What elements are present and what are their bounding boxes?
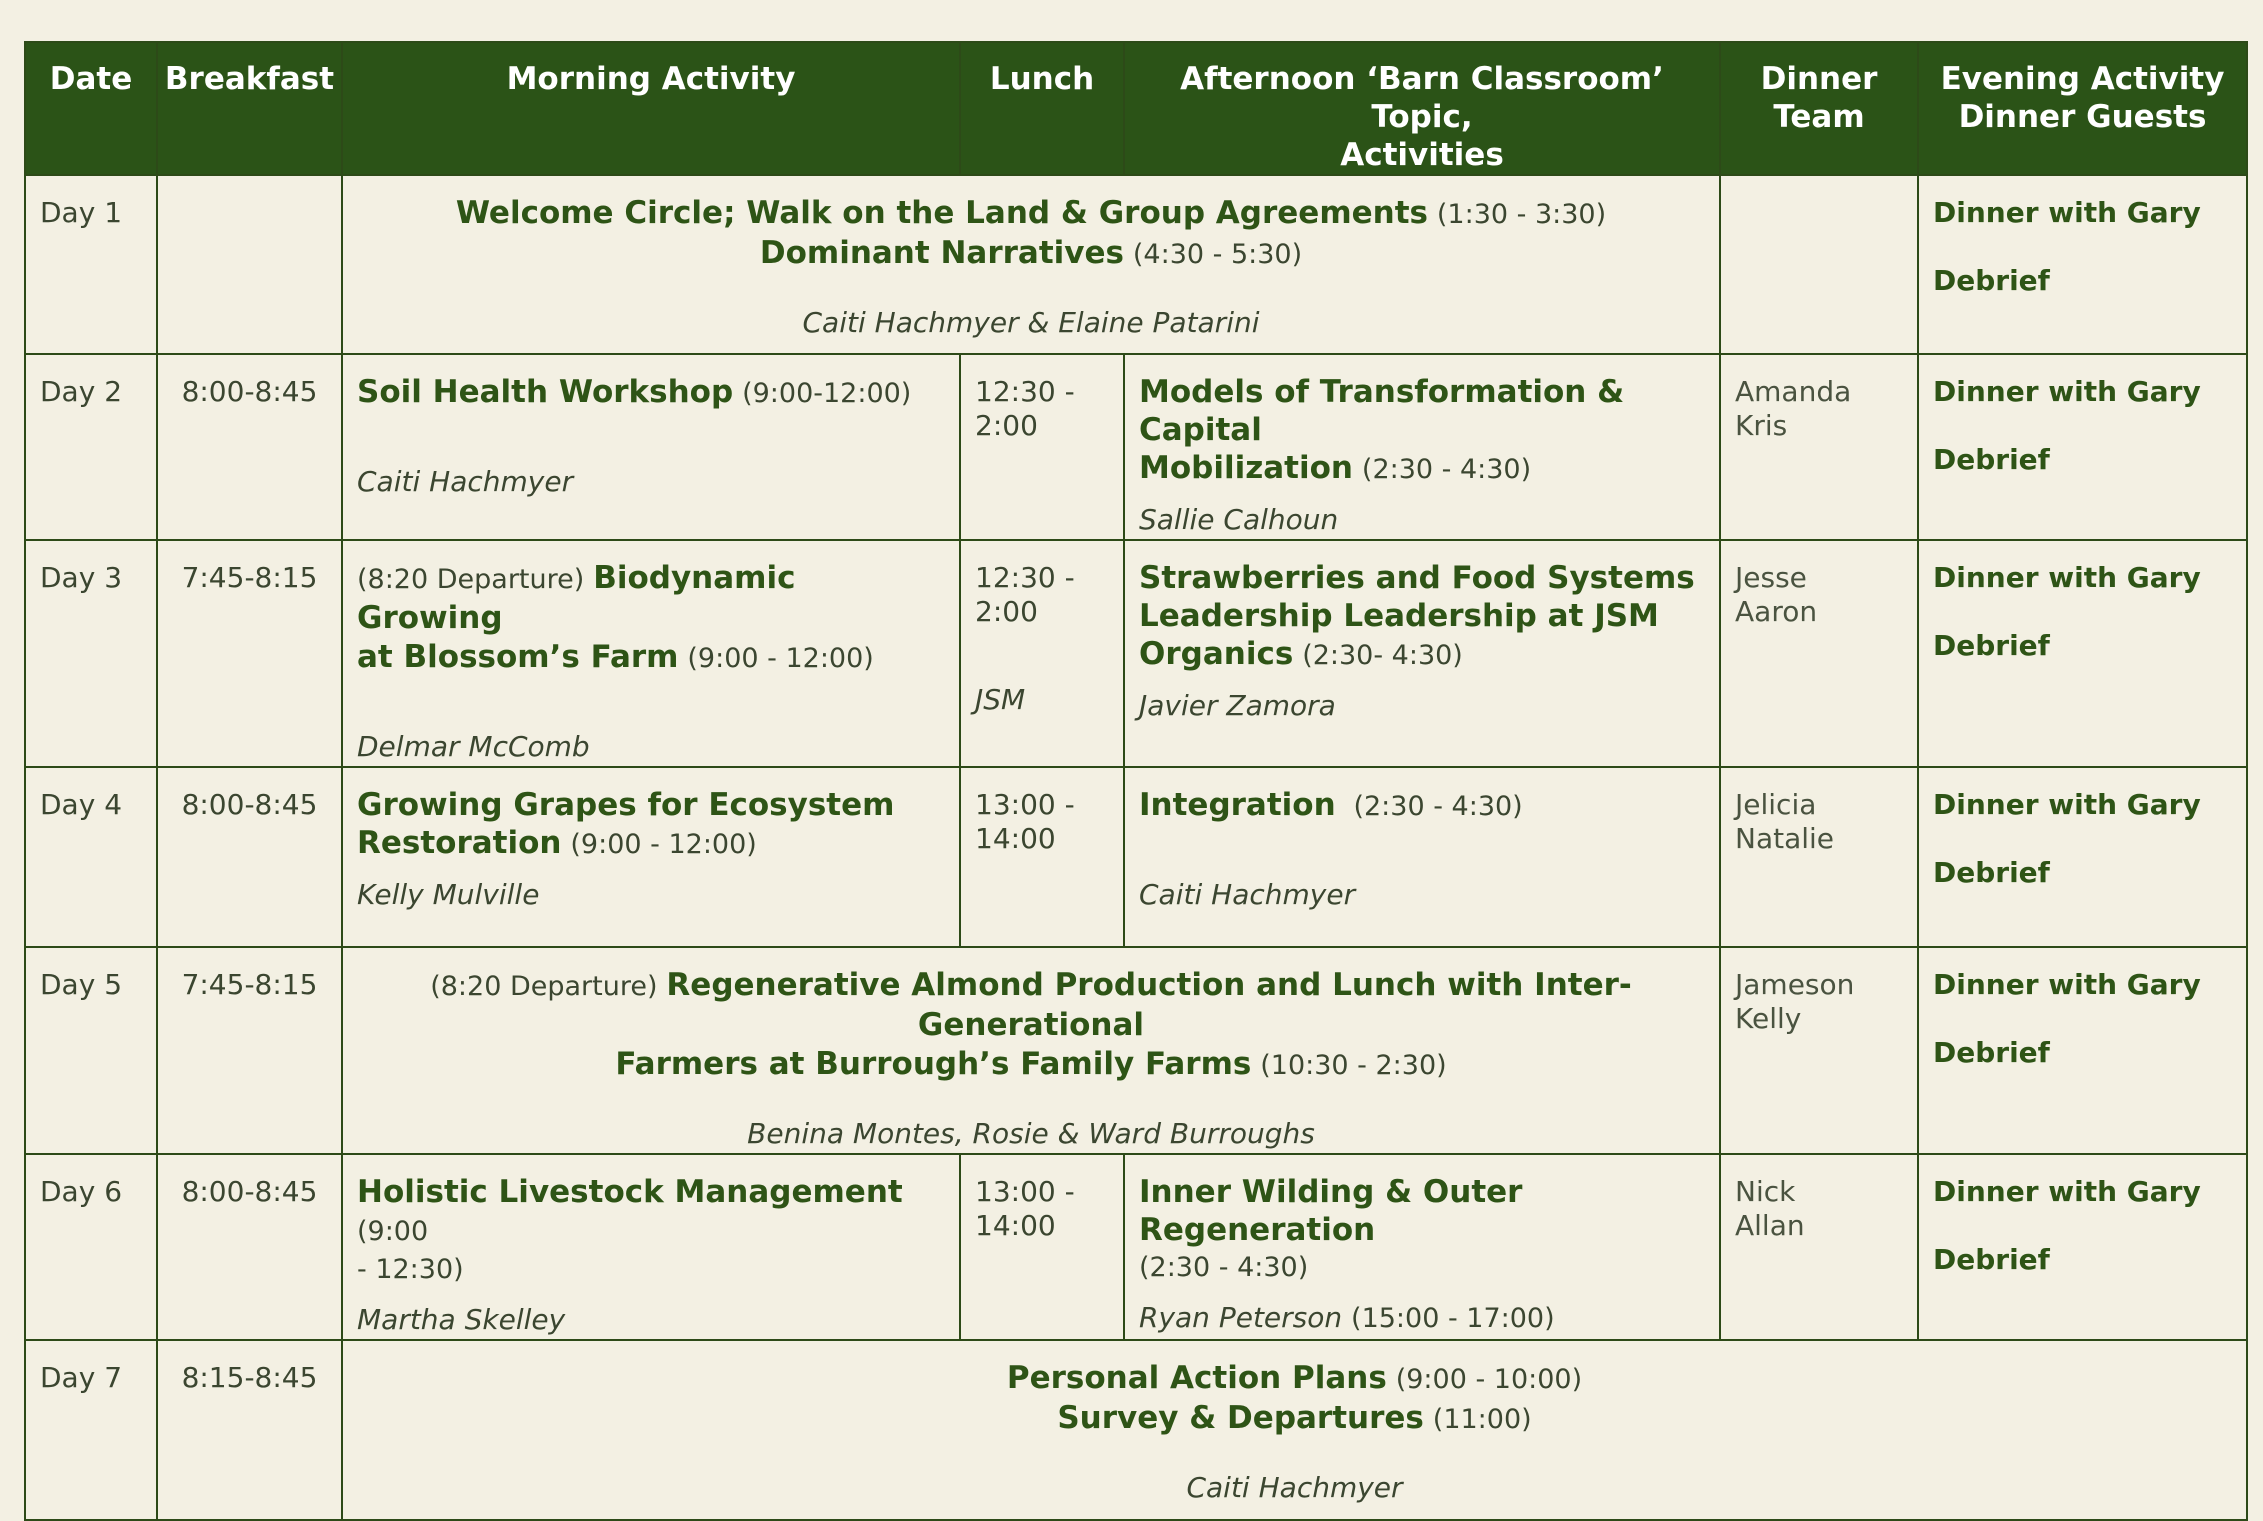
- facilitator: Martha Skelley: [357, 1303, 566, 1336]
- activity-time: (2:30 - 4:30): [1361, 454, 1532, 485]
- lunch-time: 12:30 -: [975, 375, 1075, 408]
- activity-title: Survey & Departures: [1057, 1400, 1424, 1436]
- day-row-3: [25, 540, 2247, 767]
- header-row: [25, 42, 2247, 175]
- lunch-location: JSM: [975, 683, 1026, 716]
- dinner-team-cell: [1720, 540, 1918, 767]
- activity-time: (11:00): [1432, 1404, 1532, 1435]
- activity-title: Welcome Circle; Walk on the Land & Group Agreements: [455, 195, 1428, 231]
- lunch-time: 14:00: [975, 1209, 1056, 1242]
- dinner-team-cell: [1720, 1154, 1918, 1340]
- lunch-cell: [960, 354, 1124, 540]
- team-member: Nick: [1735, 1175, 1796, 1208]
- day-row-4: [25, 767, 2247, 947]
- facilitator: Kelly Mulville: [357, 878, 540, 911]
- breakfast-time: 8:00-8:45: [181, 375, 318, 408]
- activity-time: (9:00 - 12:00): [687, 643, 874, 674]
- activity-title: Biodynamic Growing: [357, 560, 796, 636]
- activity-title: Integration: [1139, 787, 1336, 823]
- team-member: Allan: [1735, 1209, 1805, 1242]
- activity-title: Holistic Livestock Management: [357, 1174, 903, 1210]
- activity-title: Organics: [1139, 636, 1294, 672]
- date-cell: [25, 1340, 157, 1520]
- activity-title: Mobilization: [1139, 450, 1353, 486]
- breakfast-cell: [157, 1154, 342, 1340]
- facilitator: Caiti Hachmyer & Elaine Patarini: [802, 306, 1260, 339]
- activity-title: Restoration: [357, 825, 562, 861]
- evening-dinner: Dinner with Gary: [1933, 788, 2201, 821]
- lunch-time: 14:00: [975, 822, 1056, 855]
- facilitator: Caiti Hachmyer: [1186, 1471, 1403, 1504]
- activity-title: Farmers at Burrough’s Family Farms: [615, 1046, 1252, 1082]
- lunch-time: 13:00 -: [975, 788, 1075, 821]
- day-row-6: [25, 1154, 2247, 1340]
- breakfast-cell: [157, 947, 342, 1154]
- evening-debrief: Debrief: [1933, 1243, 2050, 1276]
- date-label: Day 6: [40, 1175, 123, 1208]
- date-label: Day 4: [40, 788, 123, 821]
- date-label: Day 3: [40, 561, 123, 594]
- activity-time: (1:30 - 3:30): [1436, 199, 1607, 230]
- evening-cell: [1918, 540, 2247, 767]
- activity-time: (10:30 - 2:30): [1260, 1050, 1447, 1081]
- date-label: Day 2: [40, 375, 123, 408]
- breakfast-time: 8:00-8:45: [181, 1175, 318, 1208]
- morning-cell: [342, 354, 960, 540]
- date-cell: [25, 767, 157, 947]
- morning-cell: [342, 767, 960, 947]
- morning-cell: [342, 1154, 960, 1340]
- activity-title: Regenerative Almond Production and Lunch with Inter-Generational: [666, 967, 1632, 1043]
- breakfast-time: 7:45-8:15: [181, 968, 318, 1001]
- date-label: Day 7: [40, 1361, 123, 1394]
- team-member: Natalie: [1735, 822, 1835, 855]
- evening-dinner: Dinner with Gary: [1933, 968, 2201, 1001]
- departure-note: (8:20 Departure): [357, 564, 585, 595]
- evening-cell: [1918, 767, 2247, 947]
- evening-cell: [1918, 947, 2247, 1154]
- facilitator: Ryan Peterson: [1139, 1301, 1343, 1334]
- dinner-team-cell: [1720, 767, 1918, 947]
- lunch-time: 2:00: [975, 595, 1038, 628]
- merged-activity-cell: [342, 947, 1720, 1154]
- team-member: Jameson: [1735, 968, 1855, 1001]
- facilitator: Caiti Hachmyer: [1139, 878, 1356, 911]
- team-member: Amanda: [1735, 375, 1852, 408]
- header-afternoon: Afternoon ‘Barn Classroom’ Topic, Activities: [1124, 42, 1720, 175]
- facilitator: Benina Montes, Rosie & Ward Burroughs: [747, 1117, 1315, 1150]
- breakfast-cell: [157, 175, 342, 354]
- evening-debrief: Debrief: [1933, 264, 2050, 297]
- date-label: Day 5: [40, 968, 123, 1001]
- evening-cell: [1918, 175, 2247, 354]
- day-row-2: [25, 354, 2247, 540]
- day-row-7: [25, 1340, 2247, 1520]
- dinner-team-cell: [1720, 354, 1918, 540]
- activity-time: (9:00 - 10:00): [1395, 1364, 1583, 1395]
- breakfast-cell: [157, 540, 342, 767]
- afternoon-cell: [1124, 540, 1720, 767]
- date-cell: [25, 540, 157, 767]
- activity-time: (4:30 - 5:30): [1132, 239, 1303, 270]
- activity-title: Strawberries and Food Systems: [1139, 560, 1695, 596]
- lunch-cell: [960, 1154, 1124, 1340]
- facilitator: Sallie Calhoun: [1139, 503, 1339, 536]
- team-member: Jelicia: [1735, 788, 1817, 821]
- breakfast-cell: [157, 354, 342, 540]
- team-member: Kris: [1735, 409, 1788, 442]
- schedule-table: [24, 41, 2248, 1521]
- header-lunch: Lunch: [960, 42, 1124, 175]
- activity-title: Inner Wilding & Outer Regeneration: [1139, 1174, 1523, 1248]
- activity-time: (9:00 - 12:00): [570, 829, 757, 860]
- team-member: Jesse: [1735, 561, 1807, 594]
- departure-note: (8:20 Departure): [430, 971, 658, 1002]
- header-breakfast: Breakfast: [157, 42, 342, 175]
- activity-time: (2:30- 4:30): [1302, 640, 1463, 671]
- breakfast-time: 8:15-8:45: [181, 1361, 318, 1394]
- header-dinner-team: Dinner Team: [1720, 42, 1918, 175]
- merged-activity-cell: [342, 1340, 2247, 1520]
- lunch-cell: [960, 767, 1124, 947]
- afternoon-cell: [1124, 354, 1720, 540]
- activity-time: (9:00: [357, 1216, 429, 1247]
- team-member: Kelly: [1735, 1002, 1802, 1035]
- activity-title: Dominant Narratives: [759, 235, 1124, 271]
- date-cell: [25, 175, 157, 354]
- afternoon-cell: [1124, 767, 1720, 947]
- morning-cell: [342, 540, 960, 767]
- evening-debrief: Debrief: [1933, 443, 2050, 476]
- activity-time: (15:00 - 17:00): [1351, 1303, 1555, 1334]
- evening-debrief: Debrief: [1933, 629, 2050, 662]
- activity-title: at Blossom’s Farm: [357, 639, 679, 675]
- date-cell: [25, 354, 157, 540]
- date-label: Day 1: [40, 196, 123, 229]
- team-member: Aaron: [1735, 595, 1818, 628]
- header-evening: Evening Activity Dinner Guests: [1918, 42, 2247, 175]
- activity-time: (2:30 - 4:30): [1353, 791, 1523, 822]
- evening-debrief: Debrief: [1933, 1036, 2050, 1069]
- activity-title: Personal Action Plans: [1006, 1360, 1387, 1396]
- evening-dinner: Dinner with Gary: [1933, 561, 2201, 594]
- facilitator: Caiti Hachmyer: [357, 465, 574, 498]
- day-row-5: [25, 947, 2247, 1154]
- lunch-cell: [960, 540, 1124, 767]
- date-cell: [25, 1154, 157, 1340]
- facilitator: Delmar McComb: [357, 730, 590, 763]
- evening-cell: [1918, 354, 2247, 540]
- activity-time: (2:30 - 4:30): [1139, 1252, 1309, 1283]
- activity-time: - 12:30): [357, 1254, 464, 1285]
- breakfast-cell: [157, 767, 342, 947]
- lunch-time: 2:00: [975, 409, 1038, 442]
- dinner-team-cell: [1720, 947, 1918, 1154]
- facilitator: Javier Zamora: [1139, 689, 1336, 722]
- activity-title: Soil Health Workshop: [357, 374, 734, 410]
- activity-time: (9:00-12:00): [742, 378, 912, 409]
- evening-dinner: Dinner with Gary: [1933, 1175, 2201, 1208]
- evening-dinner: Dinner with Gary: [1933, 375, 2201, 408]
- lunch-time: 13:00 -: [975, 1175, 1075, 1208]
- header-morning-activity: Morning Activity: [342, 42, 960, 175]
- breakfast-time: 7:45-8:15: [181, 561, 318, 594]
- day-row-1: [25, 175, 2247, 354]
- evening-debrief: Debrief: [1933, 856, 2050, 889]
- merged-activity-cell: [342, 175, 1720, 354]
- dinner-team-cell: [1720, 175, 1918, 354]
- evening-cell: [1918, 1154, 2247, 1340]
- lunch-time: 12:30 -: [975, 561, 1075, 594]
- activity-title: Growing Grapes for Ecosystem: [357, 787, 895, 823]
- breakfast-time: 8:00-8:45: [181, 788, 318, 821]
- breakfast-cell: [157, 1340, 342, 1520]
- date-cell: [25, 947, 157, 1154]
- activity-title: Models of Transformation & Capital: [1139, 374, 1625, 448]
- evening-dinner: Dinner with Gary: [1933, 196, 2201, 229]
- activity-title: Leadership Leadership at JSM: [1139, 598, 1659, 634]
- afternoon-cell: [1124, 1154, 1720, 1340]
- header-date: Date: [25, 42, 157, 175]
